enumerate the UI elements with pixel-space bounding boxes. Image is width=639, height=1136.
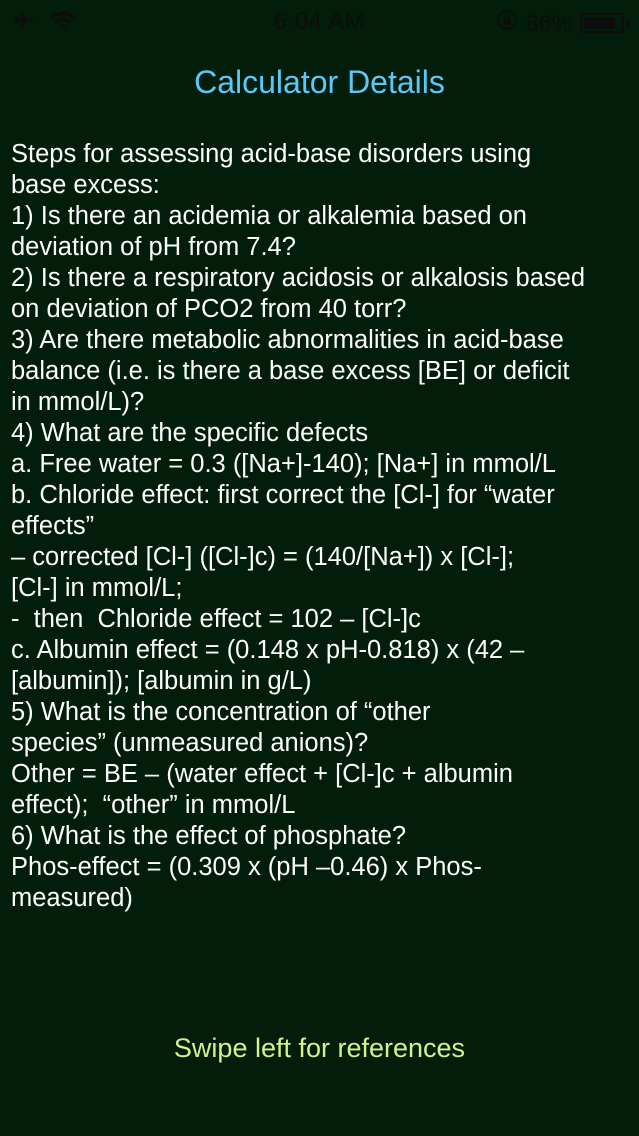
details-line: 4) What are the specific defects	[11, 419, 369, 447]
details-line: Other = BE – (water effect + [Cl-]c + albumin	[11, 760, 513, 788]
swipe-references-link[interactable]: Swipe left for references	[173, 1033, 466, 1063]
status-bar	[0, 0, 639, 42]
details-text	[11, 139, 633, 914]
details-line: 1) Is there an acidemia or alkalemia based on	[11, 202, 527, 230]
details-line: on deviation of PCO2 from 40 torr?	[11, 295, 407, 323]
status-time: 6:04 AM	[273, 8, 366, 35]
details-line: balance (i.e. is there a base excess [BE] or deficit	[11, 357, 570, 385]
details-line: base excess:	[11, 171, 160, 199]
details-line: effect); “other” in mmol/L	[11, 791, 296, 819]
details-line: b. Chloride effect: first correct the [Cl-] for “water	[11, 481, 555, 509]
battery-percent: 86%	[525, 9, 572, 36]
orientation-lock-icon	[496, 9, 518, 37]
details-line: [Cl-] in mmol/L;	[11, 574, 183, 602]
details-line: Phos-effect = (0.309 x (pH –0.46) x Phos-	[11, 853, 482, 881]
details-line: effects”	[11, 512, 95, 540]
details-line: c. Albumin effect = (0.148 x pH-0.818) x (42 –	[11, 636, 525, 664]
details-line: 2) Is there a respiratory acidosis or alkalosis based	[11, 264, 586, 292]
details-line: species” (unmeasured anions)?	[11, 729, 369, 757]
details-line: 5) What is the concentration of “other	[11, 698, 431, 726]
details-line: – corrected [Cl-] ([Cl-]c) = (140/[Na+]) x [Cl-];	[11, 543, 515, 571]
page-title: Calculator Details	[194, 64, 445, 100]
battery-icon	[580, 13, 624, 33]
details-line: a. Free water = 0.3 ([Na+]-140); [Na+] in mmol/L	[11, 450, 556, 478]
details-line: - then Chloride effect = 102 – [Cl-]c	[11, 605, 421, 633]
details-line: in mmol/L)?	[11, 388, 145, 416]
details-line: measured)	[11, 884, 133, 912]
details-line: 6) What is the effect of phosphate?	[11, 822, 407, 850]
details-line: 3) Are there metabolic abnormalities in acid-base	[11, 326, 564, 354]
battery-fill	[584, 17, 615, 29]
battery-tip	[626, 19, 629, 27]
details-line: [albumin]); [albumin in g/L)	[11, 667, 312, 695]
details-line: Steps for assessing acid-base disorders using	[11, 140, 532, 168]
details-line: deviation of pH from 7.4?	[11, 233, 296, 261]
status-right	[496, 9, 629, 37]
